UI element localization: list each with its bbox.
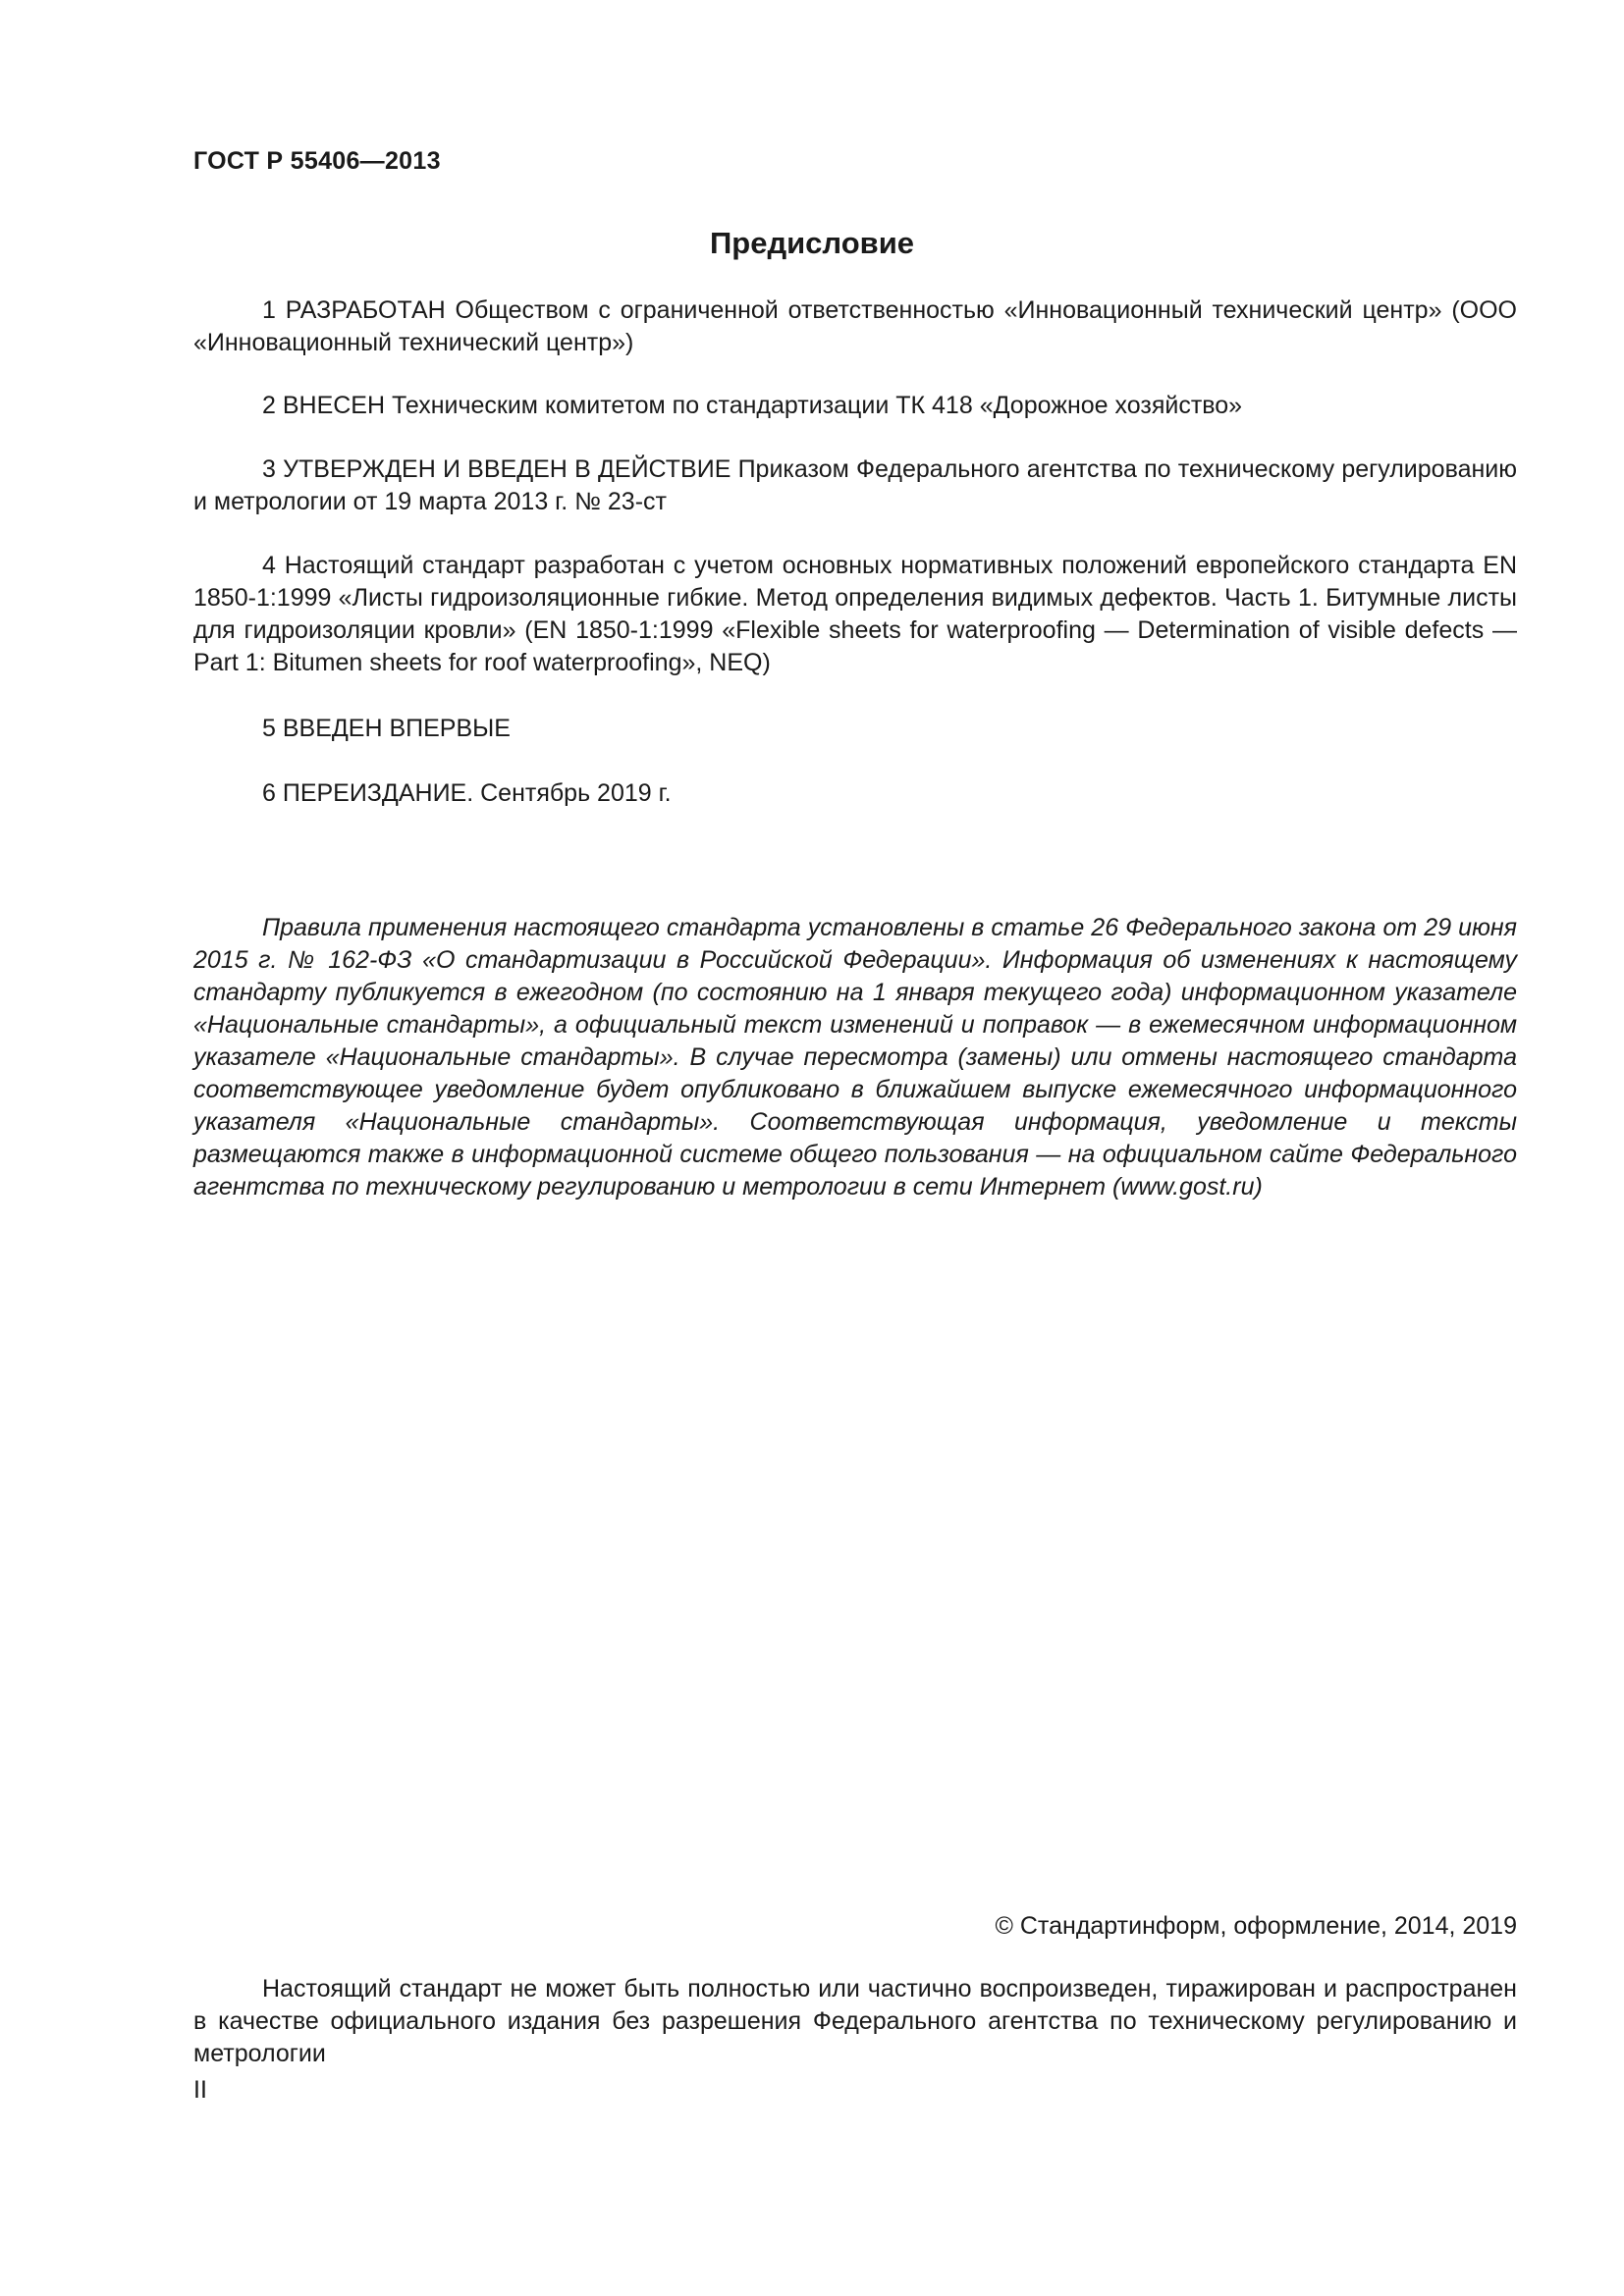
application-rules-note: Правила применения настоящего стандарта установлены в статье 26 Федерального закона от 29 июня 2015 г. № 162-ФЗ «О стандартизации в Российской Федерации». Информация об изменениях к настоящему стандарту публикуется в ежегодном (по состоянию на 1 января текущего года) информационном указателе «Национальные стандарты», а официальный текст изменений и поправок — в ежемесячном информационном указателе «Национальные стандарты». В случае пересмотра (замены) или отмены настоящего стандарта соответствующее уведомление будет опубликовано в ближайшем выпуске ежемесячного информационного указателя «Национальные стандарты». Соответствующая информация, уведомление и тексты размещаются также в информационной системе общего пользования — на официальном сайте Федерального агентства по техническому регулированию и метрологии в сети Интернет (www.gost.ru)	[193, 914, 1517, 1201]
page-number: II	[193, 2076, 207, 2104]
preface-item-5: 5 ВВЕДЕН ВПЕРВЫЕ	[262, 715, 511, 742]
standard-code-header: ГОСТ Р 55406—2013	[193, 147, 441, 175]
page-title: Предисловие	[709, 226, 914, 260]
copyright-line: © Стандартинформ, оформление, 2014, 2019	[995, 1912, 1517, 1940]
preface-item-3: 3 УТВЕРЖДЕН И ВВЕДЕН В ДЕЙСТВИЕ Приказом Федерального агентства по техническому регулированию и метрологии от 19 марта 2013 г. № 23-ст	[193, 455, 1517, 515]
reproduction-notice: Настоящий стандарт не может быть полностью или частично воспроизведен, тиражирован и распространен в качестве официального издания без разрешения Федерального агентства по техническому регулированию и метрологии	[193, 1975, 1517, 2067]
preface-item-6: 6 ПЕРЕИЗДАНИЕ. Сентябрь 2019 г.	[262, 779, 672, 807]
preface-item-2: 2 ВНЕСЕН Техническим комитетом по стандартизации ТК 418 «Дорожное хозяйство»	[262, 392, 1243, 419]
preface-item-4: 4 Настоящий стандарт разработан с учетом основных нормативных положений европейского стандарта EN 1850-1:1999 «Листы гидроизоляционные гибкие. Метод определения видимых дефектов. Часть 1. Битумные листы для гидроизоляции кровли» (EN 1850-1:1999 «Flexible sheets for waterproofing — Determination of visible defects — Part 1: Bitumen sheets for roof waterproofing», NEQ)	[193, 552, 1517, 676]
preface-item-1: 1 РАЗРАБОТАН Обществом с ограниченной ответственностью «Инновационный технический центр» (ООО «Инновационный технический центр»)	[193, 296, 1517, 356]
